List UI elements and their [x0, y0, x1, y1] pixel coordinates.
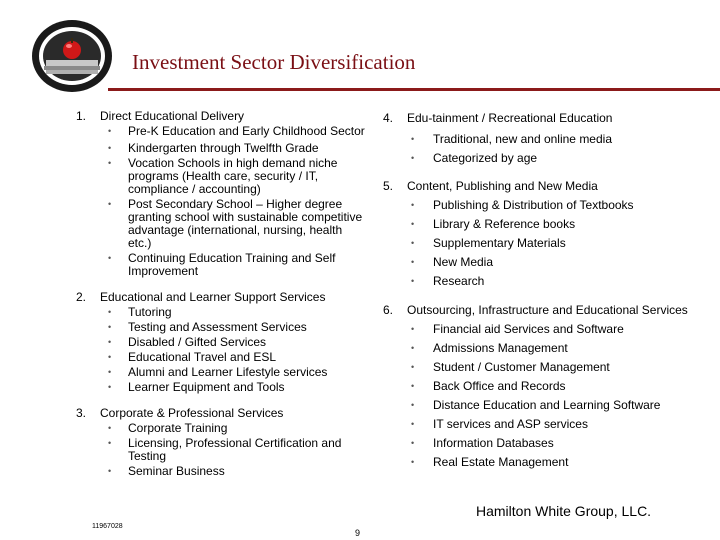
list-item: • Tutoring: [108, 305, 172, 319]
section-content-publishing: [383, 180, 703, 288]
list-item: • Learner Equipment and Tools: [108, 380, 285, 394]
section-heading: Direct Educational Delivery: [100, 109, 245, 123]
section-number: 4.: [383, 111, 394, 125]
bullet-icon: •: [411, 276, 415, 286]
bullet-icon: •: [411, 362, 415, 372]
section-corporate-services: [76, 407, 366, 478]
bullet-icon: •: [411, 419, 415, 429]
list-item: • Categorized by age: [411, 151, 538, 165]
list-item: • Alumni and Learner Lifestyle services: [108, 365, 328, 379]
left-column: [76, 110, 366, 478]
bullet-icon: •: [411, 343, 415, 353]
list-item: • Research: [411, 274, 485, 288]
section-heading: Outsourcing, Infrastructure and Educational Services: [407, 303, 688, 317]
list-item: • Pre-K Education and Early Childhood Sector: [108, 124, 365, 138]
bullet-icon: •: [108, 337, 112, 347]
bullet-icon: •: [411, 457, 415, 467]
list-item: • Financial aid Services and Software: [411, 322, 624, 336]
right-column: [383, 112, 703, 469]
bullet-icon: •: [411, 134, 415, 144]
logo-emblem: [28, 16, 118, 96]
bullet-icon: •: [108, 322, 112, 332]
page-title: Investment Sector Diversification: [132, 50, 416, 74]
bullet-icon: •: [108, 126, 112, 136]
list-item: • Supplementary Materials: [411, 236, 566, 250]
section-support-services: [76, 291, 366, 394]
bullet-icon: •: [108, 466, 112, 476]
bullet-icon: •: [411, 381, 415, 391]
bullet-icon: •: [411, 324, 415, 334]
bullet-icon: •: [411, 219, 415, 229]
section-heading: Educational and Learner Support Services: [100, 290, 326, 304]
list-item: • Disabled / Gifted Services: [108, 335, 267, 349]
bullet-icon: •: [411, 238, 415, 248]
list-item: • Admissions Management: [411, 341, 568, 355]
list-item: • Vocation Schools in high demand niche programs (Health care, security / IT, compliance / accounting): [108, 156, 338, 196]
section-edutainment: [383, 112, 703, 165]
title-divider: [108, 88, 720, 91]
bullet-icon: •: [108, 423, 112, 433]
section-direct-delivery: [76, 110, 366, 278]
section-outsourcing: [383, 304, 703, 469]
bullet-icon: •: [411, 257, 415, 267]
list-item: • IT services and ASP services: [411, 417, 588, 431]
section-number: 5.: [383, 179, 394, 193]
list-item: • Back Office and Records: [411, 379, 566, 393]
section-number: 2.: [76, 290, 87, 304]
list-item: • Corporate Training: [108, 421, 228, 435]
list-item: • Real Estate Management: [411, 455, 569, 469]
bullet-icon: •: [108, 367, 112, 377]
list-item: • Testing and Assessment Services: [108, 320, 307, 334]
bullet-icon: •: [108, 438, 112, 448]
list-item: • Seminar Business: [108, 464, 225, 478]
section-heading: Corporate & Professional Services: [100, 406, 284, 420]
list-item: • Licensing, Professional Certification and Testing: [108, 436, 342, 463]
section-number: 6.: [383, 303, 394, 317]
list-item: • Kindergarten through Twelfth Grade: [108, 141, 319, 155]
section-heading: Content, Publishing and New Media: [407, 179, 598, 193]
bullet-icon: •: [108, 352, 112, 362]
bullet-icon: •: [411, 200, 415, 210]
list-item: • Student / Customer Management: [411, 360, 610, 374]
bullet-icon: •: [108, 382, 112, 392]
list-item: • New Media: [411, 255, 494, 269]
list-item: • Distance Education and Learning Software: [411, 398, 661, 412]
section-number: 3.: [76, 406, 87, 420]
section-heading: Edu-tainment / Recreational Education: [407, 111, 613, 125]
list-item: • Information Databases: [411, 436, 554, 450]
bullet-icon: •: [108, 199, 112, 209]
list-item: • Educational Travel and ESL: [108, 350, 277, 364]
list-item: • Traditional, new and online media: [411, 132, 612, 146]
company-name: Hamilton White Group, LLC.: [476, 503, 652, 519]
bullet-icon: •: [411, 153, 415, 163]
section-number: 1.: [76, 109, 87, 123]
list-item: • Continuing Education Training and Self Improvement: [108, 251, 336, 278]
list-item: • Post Secondary School – Higher degree granting school with sustainable competitive advantage (international, nursing, health etc.): [108, 197, 363, 250]
bullet-icon: •: [108, 158, 112, 168]
bullet-icon: •: [108, 307, 112, 317]
bullet-icon: •: [411, 438, 415, 448]
list-item: • Library & Reference books: [411, 217, 576, 231]
bullet-icon: •: [108, 143, 112, 153]
list-item: • Publishing & Distribution of Textbooks: [411, 198, 634, 212]
document-id: 11967028: [92, 523, 123, 530]
bullet-icon: •: [411, 400, 415, 410]
bullet-icon: •: [108, 253, 112, 263]
page-number: 9: [355, 528, 361, 538]
